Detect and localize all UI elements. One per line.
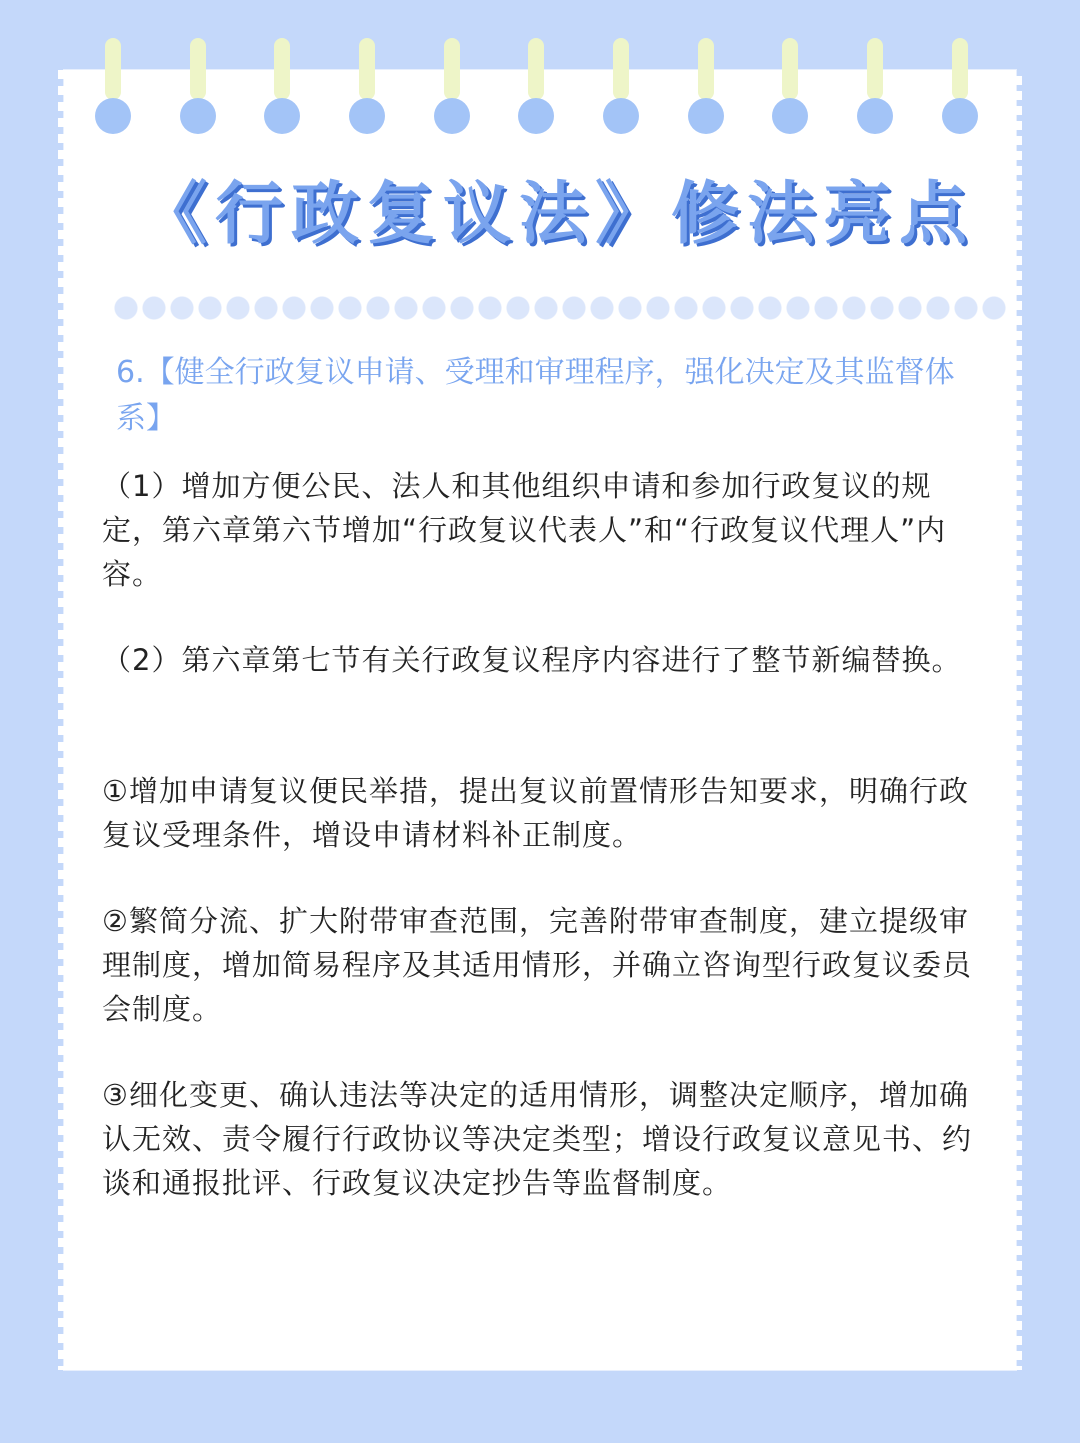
binder-ring — [434, 38, 470, 138]
paragraph-2: （2）第六章第七节有关行政复议程序内容进行了整节新编替换。 — [102, 643, 962, 677]
binder-ring — [180, 38, 216, 138]
binder-ring — [772, 38, 808, 138]
section-heading: 6.【健全行政复议申请、受理和审理程序，强化决定及其监督体系】 — [116, 355, 955, 436]
page-title: 《行政复议法》修法亮点 — [138, 175, 975, 254]
paragraph-1: （1）增加方便公民、法人和其他组织申请和参加行政复议的规定，第六章第六节增加“行政复议代表人”和“行政复议代理人”内容。 — [102, 469, 947, 591]
dotted-divider — [114, 296, 1010, 320]
binder-ring — [688, 38, 724, 138]
binder-ring — [942, 38, 978, 138]
binder-ring — [95, 38, 131, 138]
binder-ring — [857, 38, 893, 138]
binder-ring — [518, 38, 554, 138]
binder-ring — [349, 38, 385, 138]
binder-ring — [603, 38, 639, 138]
binder-ring — [264, 38, 300, 138]
paragraph-3: ①增加申请复议便民举措，提出复议前置情形告知要求，明确行政复议受理条件，增设申请材料补正制度。 — [102, 774, 969, 852]
paragraph-4: ②繁简分流、扩大附带审查范围，完善附带审查制度，建立提级审理制度，增加简易程序及其适用情形，并确立咨询型行政复议委员会制度。 — [102, 904, 973, 1026]
paragraph-5: ③细化变更、确认违法等决定的适用情形，调整决定顺序，增加确认无效、责令履行行政协议等决定类型；增设行政复议意见书、约谈和通报批评、行政复议决定抄告等监督制度。 — [102, 1078, 973, 1200]
